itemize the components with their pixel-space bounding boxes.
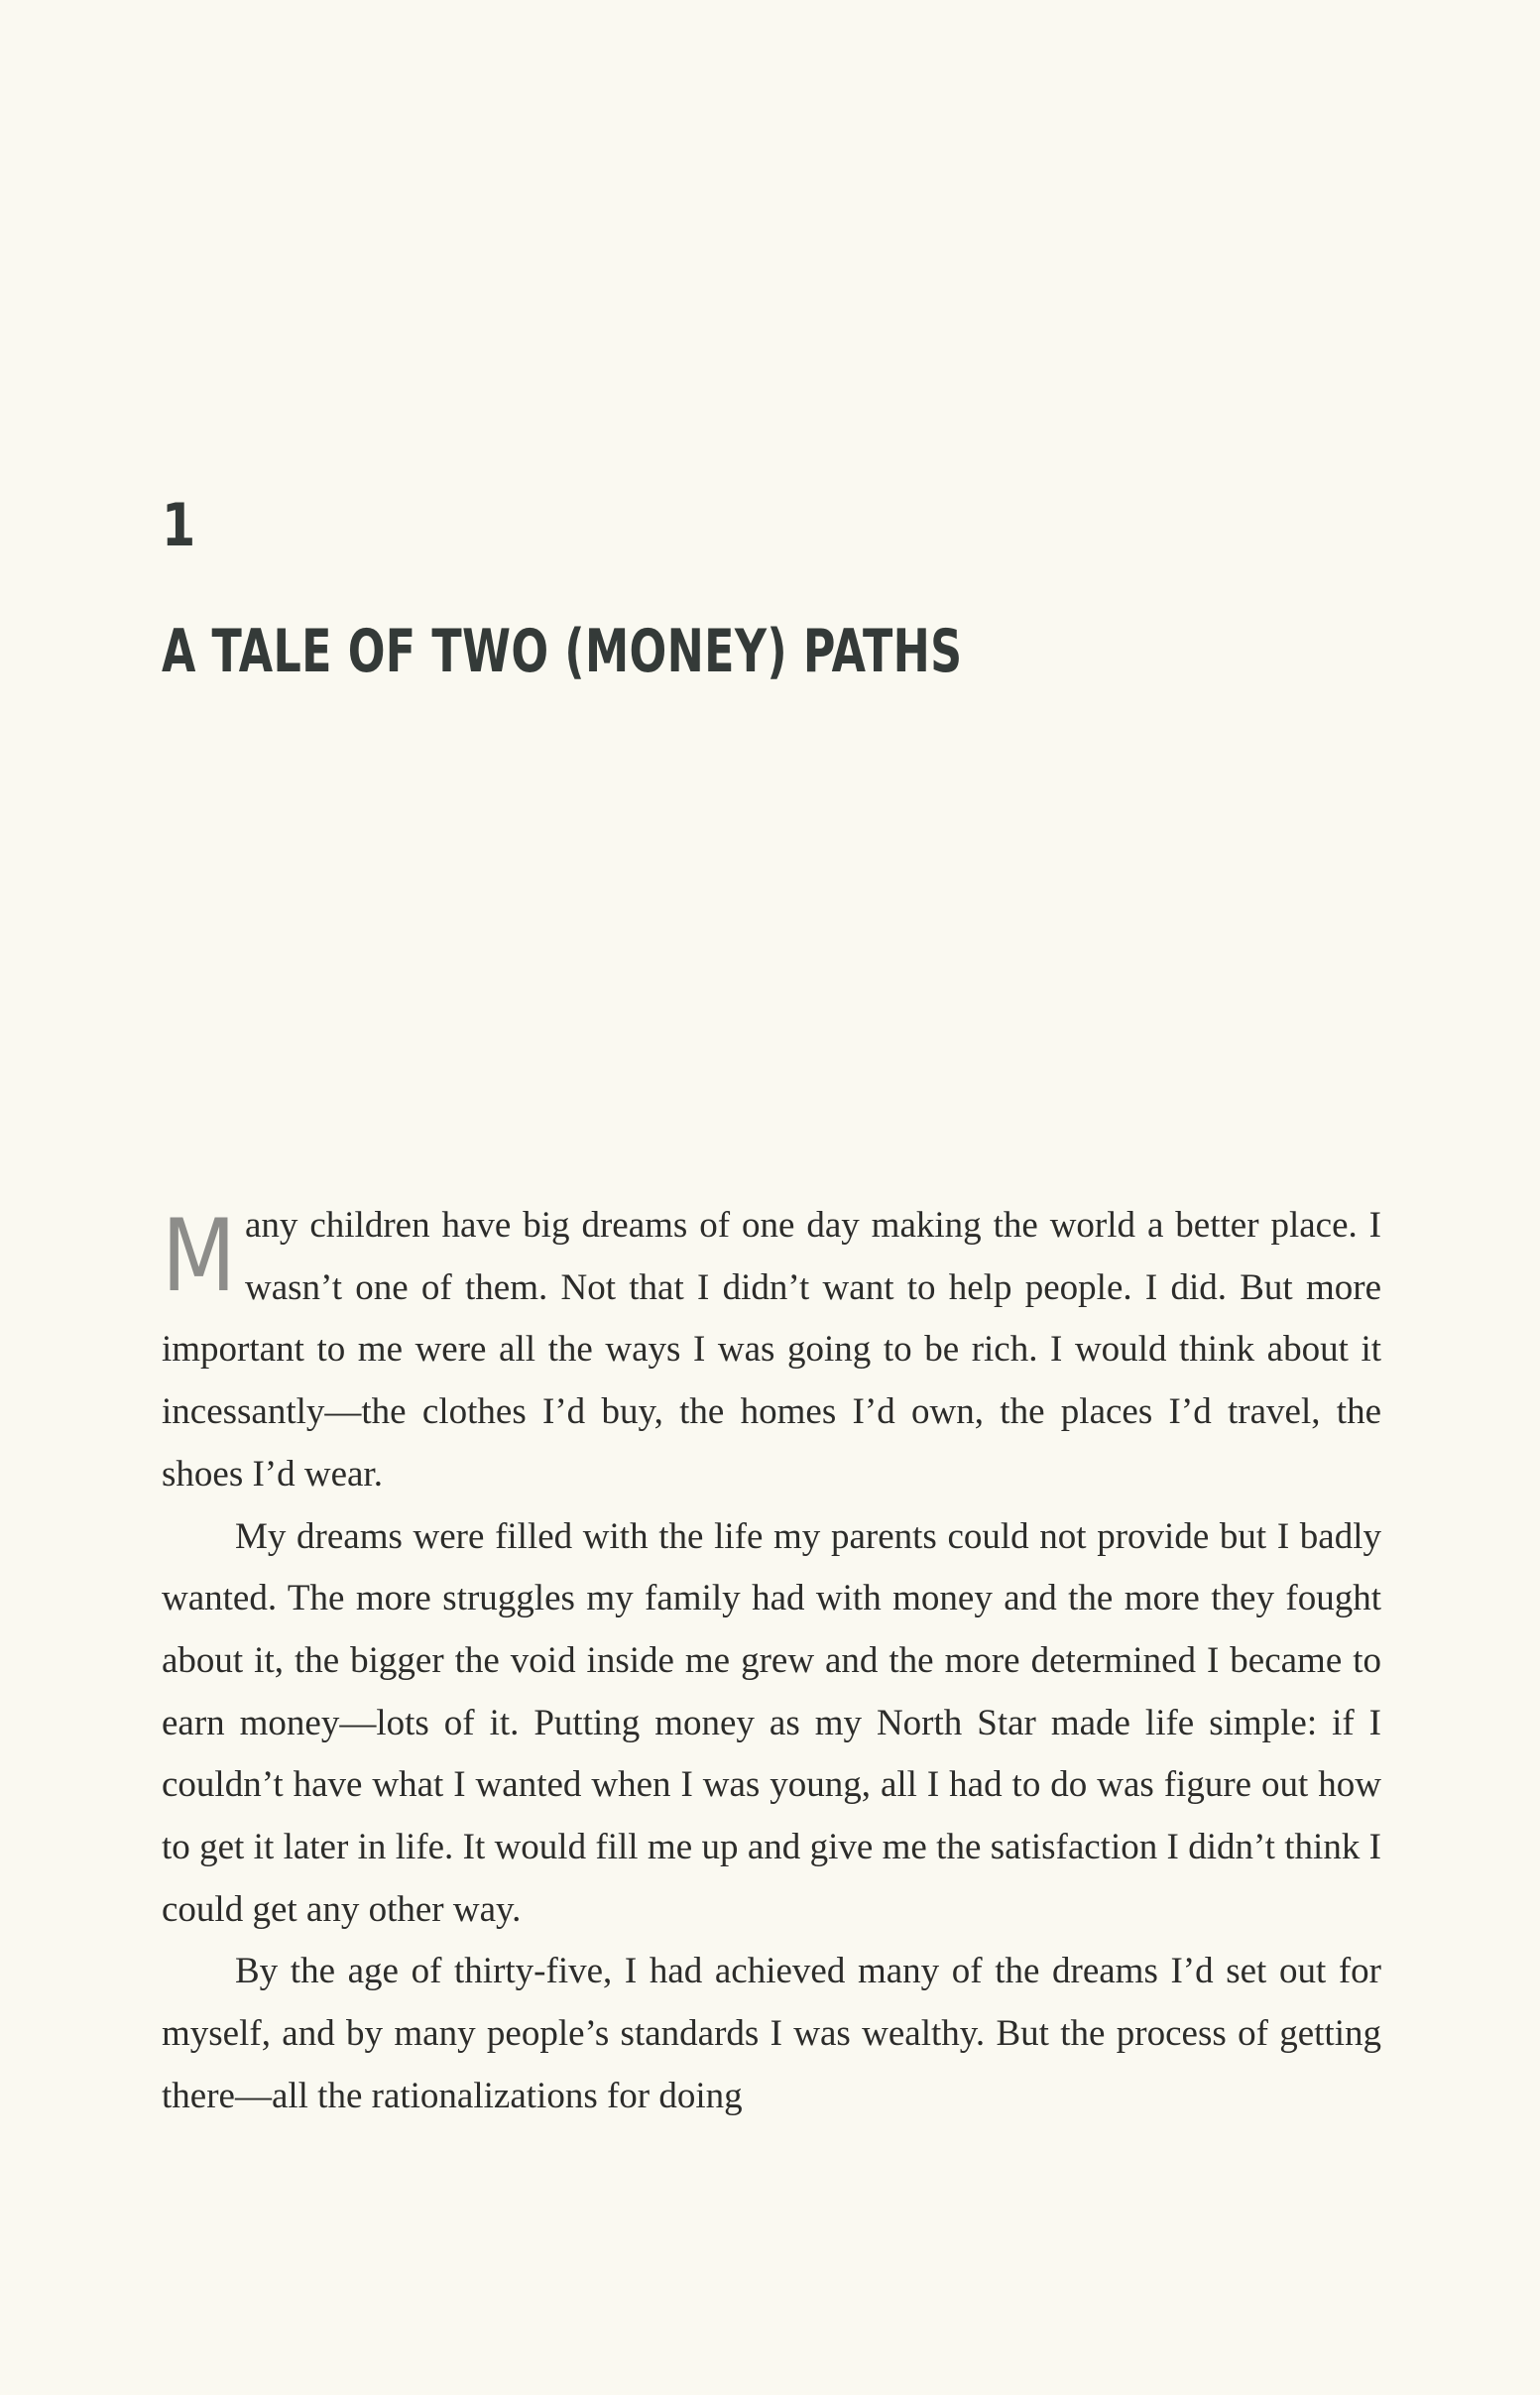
chapter-title: A TALE OF TWO (MONEY) PATHS: [162, 617, 963, 686]
drop-cap: M: [162, 1197, 236, 1314]
paragraph-1-text: any children have big dreams of one day making the world a better place. I wasn’t one of them. Not that I didn’t want to help people. I did. But more important to me were all the ways I was going to be rich. I would think about it incessantly—the clothes I’d buy, the homes I’d own, the places I’d travel, the shoes I’d wear.: [162, 1205, 1381, 1495]
paragraph-2: My dreams were filled with the life my parents could not provide but I badly wanted. The more struggles my family had with money and the more they fought about it, the bigger the void inside me grew and the more determined I became to earn money—lots of it. Putting money as my North Star made life simple: if I couldn’t have what I wanted when I was young, all I had to do was figure out how to get it later in life. It would fill me up and give me the satisfaction I didn’t think I could get any other way.: [162, 1515, 1381, 1930]
paragraph-1: [162, 1195, 1381, 1506]
chapter-number: 1: [162, 491, 196, 560]
paragraph-3: By the age of thirty-five, I had achieved many of the dreams I’d set out for myself, and by many people’s standards I was wealthy. But the process of getting there—all the rationalizations for doing: [162, 1951, 1381, 2116]
chapter-body: [162, 1195, 1381, 2128]
